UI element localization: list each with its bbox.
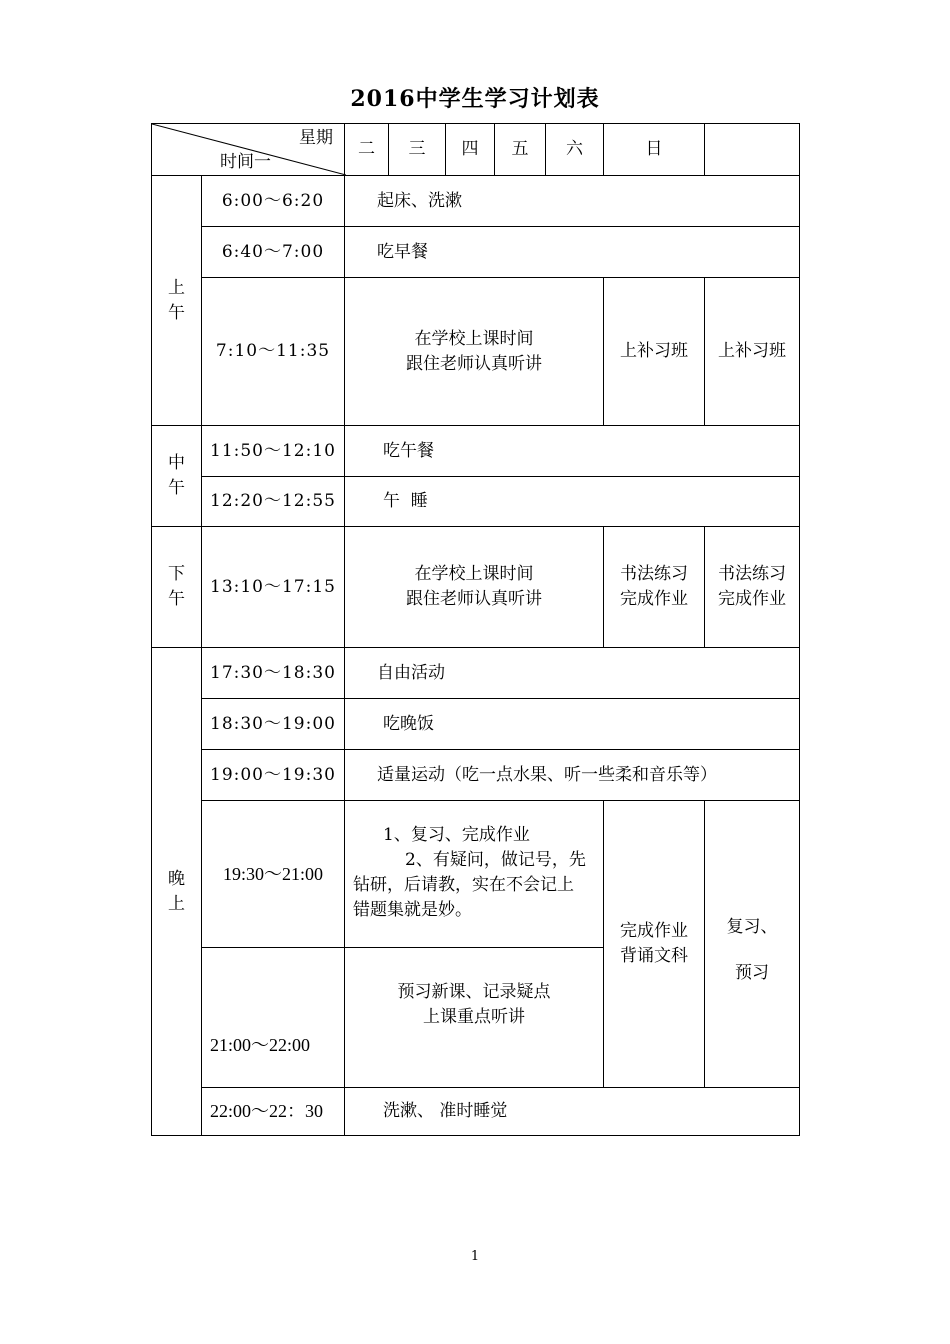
school-line: 跟住老师认真听讲 xyxy=(406,353,542,374)
activity-cell xyxy=(344,175,800,227)
activity-text: 自由活动 xyxy=(377,662,445,683)
school-line: 在学校上课时间 xyxy=(414,564,534,584)
school-line: 在学校上课时间 xyxy=(414,328,534,349)
page-number: 1 xyxy=(470,1249,480,1264)
sunday-cell: 上补习班 xyxy=(704,277,800,426)
saturday-cell: 上补习班 xyxy=(603,277,705,426)
period-noon xyxy=(151,425,202,527)
header-day-thu: 四 xyxy=(445,123,495,176)
period-afternoon-label: 下午 xyxy=(168,564,185,609)
time-cell: 11:50～12:10 xyxy=(201,425,345,477)
period-evening xyxy=(151,647,202,1136)
period-morning-label: 上午 xyxy=(168,277,185,323)
header-day-sat: 六 xyxy=(545,123,604,176)
sunday-line: 完成作业 xyxy=(718,589,786,609)
sunday-line: 书法练习 xyxy=(718,564,786,584)
time-cell: 6:40～7:00 xyxy=(201,226,345,278)
header-day-wed: 三 xyxy=(388,123,446,176)
time-text: 21:00～22:00 xyxy=(210,1035,311,1055)
study-plan-text xyxy=(353,823,595,923)
activity-cell xyxy=(344,226,800,278)
header-day-sun: 日 xyxy=(603,123,705,176)
header-day-empty xyxy=(704,123,800,176)
preview-line: 上课重点听讲 xyxy=(423,1007,525,1027)
school-line: 跟住老师认真听讲 xyxy=(406,589,542,609)
activity-cell xyxy=(344,476,800,527)
time-cell: 19:30～21:00 xyxy=(201,800,345,948)
school-cell xyxy=(344,277,604,426)
time-cell: 7:10～11:35 xyxy=(201,277,345,426)
time-cell: 6:00～6:20 xyxy=(201,175,345,227)
header-day-fri: 五 xyxy=(494,123,546,176)
activity-text: 吃晚饭 xyxy=(383,713,434,734)
header-day-tue: 二 xyxy=(344,123,389,176)
school-cell xyxy=(344,526,604,648)
period-morning xyxy=(151,175,202,426)
activity-cell xyxy=(344,749,800,801)
study-line: 1、复习、完成作业 xyxy=(383,825,530,845)
saturday-line: 背诵文科 xyxy=(620,946,688,966)
period-evening-label: 晚上 xyxy=(168,868,185,914)
preview-cell xyxy=(344,947,604,1088)
sunday-cell xyxy=(704,526,800,648)
header-week-label: 星期 xyxy=(299,128,333,148)
saturday-cell xyxy=(603,526,705,648)
time-cell: 13:10～17:15 xyxy=(201,526,345,648)
saturday-line: 完成作业 xyxy=(620,589,688,609)
activity-cell xyxy=(344,647,800,699)
sunday-cell xyxy=(704,800,800,1088)
activity-text: 洗漱、 准时睡觉 xyxy=(383,1101,508,1121)
activity-text: 吃午餐 xyxy=(383,440,434,461)
activity-text: 适量运动（吃一点水果、听一些柔和音乐等） xyxy=(377,764,717,785)
header-time-label: 时间一 xyxy=(220,152,271,172)
saturday-line: 完成作业 xyxy=(620,921,688,941)
saturday-cell xyxy=(603,800,705,1088)
activity-text: 午 睡 xyxy=(383,491,428,511)
page-title: 2016中学生学习计划表 xyxy=(350,86,600,112)
activity-text: 起床、洗漱 xyxy=(377,190,462,211)
time-cell: 12:20～12:55 xyxy=(201,476,345,527)
period-afternoon xyxy=(151,526,202,648)
activity-cell xyxy=(344,698,800,750)
time-cell: 19:00～19:30 xyxy=(201,749,345,801)
study-line: 2、有疑问，做记号，先 xyxy=(405,850,586,870)
saturday-line: 书法练习 xyxy=(620,564,688,584)
activity-cell xyxy=(344,425,800,477)
time-cell: 22:00～22：30 xyxy=(201,1087,345,1136)
sunday-line: 复习、 xyxy=(726,917,778,937)
period-noon-label: 中午 xyxy=(168,453,185,498)
time-cell xyxy=(201,947,345,1088)
preview-line: 预习新课、记录疑点 xyxy=(397,982,551,1002)
study-line: 钻研，后请教，实在不会记上 xyxy=(353,875,574,895)
time-cell: 18:30～19:00 xyxy=(201,698,345,750)
activity-text: 吃早餐 xyxy=(377,241,428,262)
time-cell: 17:30～18:30 xyxy=(201,647,345,699)
activity-cell xyxy=(344,1087,800,1136)
sunday-line: 预习 xyxy=(735,963,769,983)
study-line: 错题集就是妙。 xyxy=(353,900,472,920)
study-plan-cell xyxy=(344,800,604,948)
header-corner-cell xyxy=(151,123,345,176)
